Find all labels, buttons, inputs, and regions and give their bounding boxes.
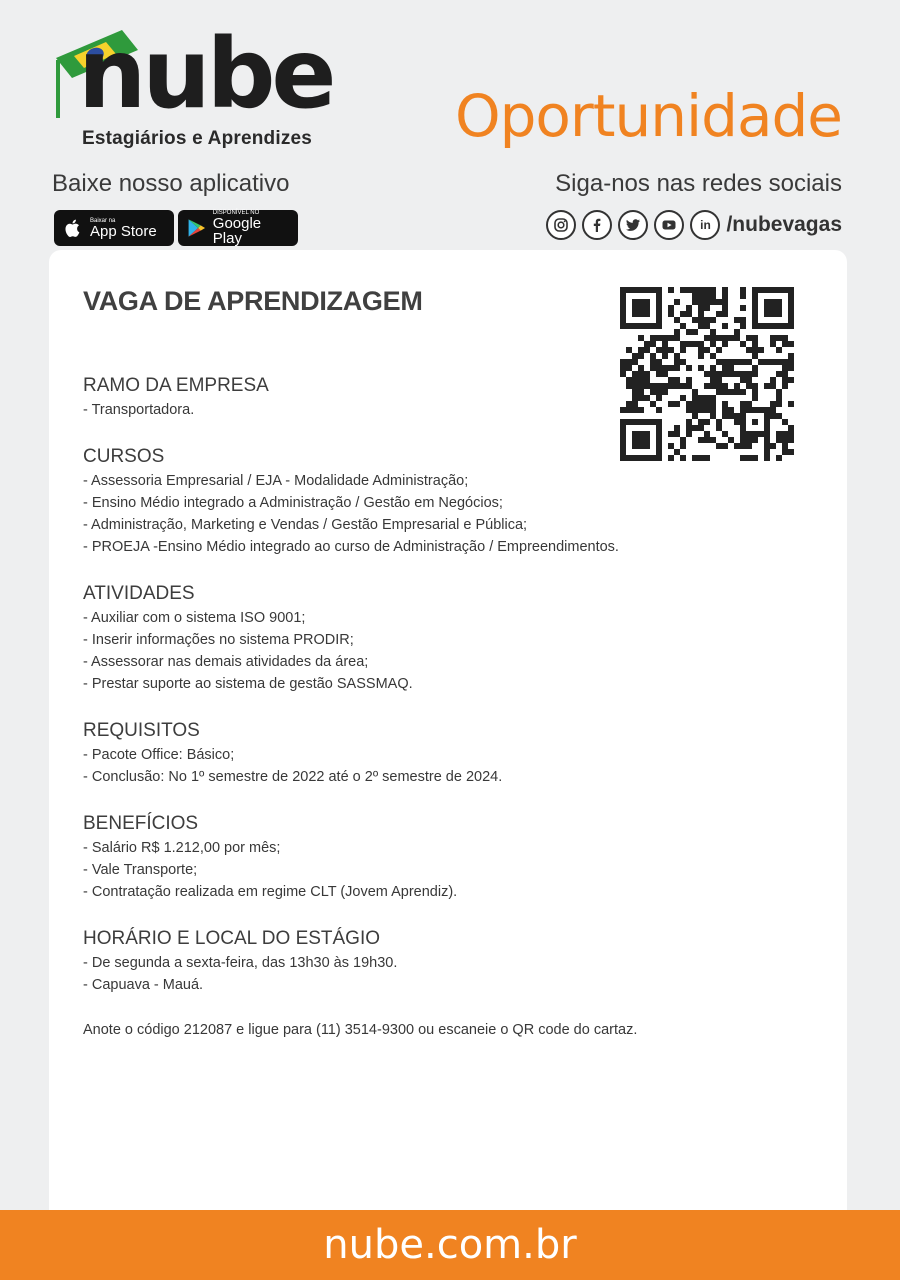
social-links [546,210,842,240]
section-requisitos [83,718,783,788]
section-line: - Prestar suporte ao sistema de gestão SASSMAQ. [83,676,413,692]
section-atividades [83,581,783,695]
googleplay-label: Google Play [212,215,262,247]
appstore-label: App Store [90,222,157,240]
brand-name: nube [78,18,333,130]
social-handle[interactable]: /nubevagas [726,213,842,236]
section-line: - Administração, Marketing e Vendas / Gestão Empresarial e Pública; [83,517,528,533]
section-line: - Assessorar nas demais atividades da área; [83,654,369,670]
footer-bar [0,1210,900,1280]
apple-icon [62,217,84,239]
app-store-badge[interactable] [54,210,174,246]
section-horario [83,926,783,996]
app-download-label: Baixe nosso aplicativo [52,170,290,197]
section-heading: ATIVIDADES [83,583,195,604]
job-details [83,373,783,1041]
section-cursos [83,444,783,558]
facebook-icon[interactable] [582,210,612,240]
job-title: VAGA DE APRENDIZAGEM [83,286,423,316]
section-line: - Transportadora. [83,402,195,418]
section-line: - Conclusão: No 1º semestre de 2022 até o 2º semestre de 2024. [83,769,503,785]
section-beneficios [83,811,783,903]
section-line: - Ensino Médio integrado a Administração / Gestão em Negócios; [83,495,503,511]
section-line: - Salário R$ 1.212,00 por mês; [83,840,281,856]
headline: Oportunidade [454,82,842,150]
section-line: - De segunda a sexta-feira, das 13h30 às 19h30. [83,955,398,971]
section-line: - Inserir informações no sistema PRODIR; [83,632,354,648]
section-line: - Capuava - Mauá. [83,977,204,993]
section-line: - Assessoria Empresarial / EJA - Modalidade Administração; [83,473,469,489]
twitter-icon[interactable] [618,210,648,240]
section-heading: CURSOS [83,446,165,467]
section-heading: REQUISITOS [83,720,200,741]
section-ramo [83,373,783,421]
section-heading: HORÁRIO E LOCAL DO ESTÁGIO [83,928,381,949]
section-line: - Contratação realizada em regime CLT (Jovem Aprendiz). [83,884,458,900]
instagram-icon[interactable] [546,210,576,240]
nube-logo [52,18,342,153]
section-heading: BENEFÍCIOS [83,813,199,834]
google-play-badge[interactable] [178,210,298,246]
brand-tagline: Estagiários e Aprendizes [82,128,313,149]
section-heading: RAMO DA EMPRESA [83,375,269,396]
contact-note: Anote o código 212087 e ligue para (11) 3514-9300 ou escaneie o QR code do cartaz. [83,1022,638,1038]
appstore-small-label: Baixar na [90,217,116,224]
section-line: - Auxiliar com o sistema ISO 9001; [83,610,306,626]
googleplay-small-label: DISPONÍVEL NO [212,210,260,216]
section-line: - Vale Transporte; [83,862,198,878]
youtube-icon[interactable] [654,210,684,240]
google-play-icon [186,217,207,239]
section-line: - PROEJA -Ensino Médio integrado ao curso de Administração / Empreendimentos. [83,539,619,555]
section-line: - Pacote Office: Básico; [83,747,235,763]
linkedin-icon[interactable]: in [690,210,720,240]
website-link[interactable]: nube.com.br [323,1222,577,1268]
social-label: Siga-nos nas redes sociais [555,170,842,197]
